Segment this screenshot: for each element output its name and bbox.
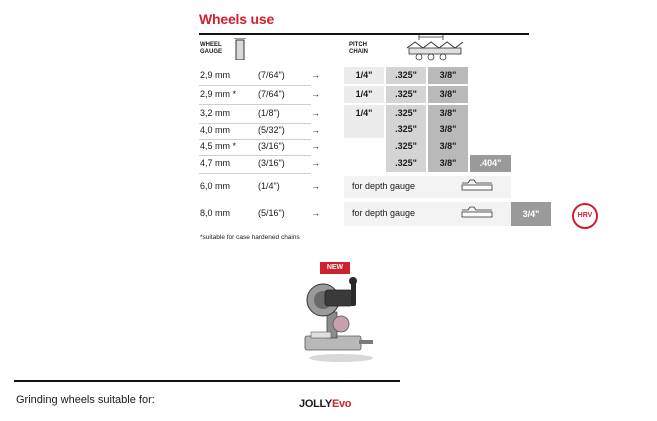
arrow-icon: → [311, 181, 320, 191]
pitch-cell: .325" [386, 121, 426, 138]
depth-gauge-label: for depth gauge [352, 181, 416, 191]
jolly-evo-brand [299, 398, 351, 410]
brand-part-jolly: JOLLY [299, 398, 332, 410]
wheel-inch: (3/16") [258, 141, 285, 151]
pitch-cell: 3/8" [428, 121, 468, 138]
wheel-mm: 6,0 mm [200, 181, 231, 191]
section-title: Wheels use [199, 11, 275, 27]
gauge-label: GAUGE [200, 49, 223, 55]
footnote: *suitable for case hardened chains [200, 234, 300, 241]
pitch-cell: 3/8" [428, 67, 468, 84]
wheel-inch: (1/4") [258, 181, 280, 191]
table-row [199, 66, 529, 85]
wheel-inch: (1/8") [258, 108, 280, 118]
brand-part-evo: Evo [331, 398, 352, 410]
grinding-wheels-label: Grinding wheels suitable for: [16, 394, 155, 406]
arrow-icon: → [311, 108, 320, 118]
wheel-inch: (7/64") [258, 89, 285, 99]
wheel-inch: (5/16") [258, 208, 285, 218]
wheel-gauge-header [200, 42, 222, 56]
pitch-cell: 1/4" [344, 105, 384, 122]
pitch-cell: .325" [386, 86, 426, 103]
wheel-mm: 2,9 mm [200, 70, 231, 80]
pitch-label: PITCH [349, 42, 367, 48]
wheel-mm: 3,2 mm [200, 108, 231, 118]
pitch-cell: 1/4" [344, 86, 384, 103]
depth-row [199, 176, 529, 198]
wheel-gauge-icon [233, 38, 247, 60]
depth-gauge-icon [461, 206, 493, 220]
wheel-mm: 2,9 mm * [200, 89, 237, 99]
arrow-icon: → [311, 70, 320, 80]
hrv-badge: HRV [572, 203, 598, 229]
wheel-mm: 4,5 mm * [200, 141, 237, 151]
wheel-inch: (7/64") [258, 70, 285, 80]
table-row [199, 154, 529, 173]
arrow-icon: → [311, 208, 320, 218]
wheel-mm: 4,0 mm [200, 125, 231, 135]
table-row [199, 85, 529, 104]
row-divider [199, 173, 311, 174]
wheel-mm: 8,0 mm [200, 208, 231, 218]
depth-gauge-icon [461, 179, 493, 193]
pitch-cell: .325" [386, 155, 426, 172]
wheel-inch: (3/16") [258, 158, 285, 168]
pitch-cell: 3/8" [428, 105, 468, 122]
chain-pitch-icon [405, 34, 465, 64]
header-rule [199, 33, 529, 35]
depth-value-cell: 3/4" [511, 202, 551, 226]
arrow-icon: → [311, 125, 320, 135]
wheel-inch: (5/32") [258, 125, 285, 135]
pitch-cell: .404" [470, 155, 511, 172]
pitch-cell: 1/4" [344, 67, 384, 84]
pitch-cell: 3/8" [428, 86, 468, 103]
depth-row [199, 202, 540, 226]
pitch-cell: 3/8" [428, 155, 468, 172]
depth-gauge-label: for depth gauge [352, 208, 416, 218]
arrow-icon: → [311, 141, 320, 151]
wheel-mm: 4,7 mm [200, 158, 231, 168]
pitch-cell [344, 121, 384, 138]
wheel-label: WHEEL [200, 42, 222, 48]
bottom-rule [14, 380, 400, 382]
pitch-cell: .325" [386, 138, 426, 155]
new-badge: NEW [320, 262, 350, 274]
arrow-icon: → [311, 89, 320, 99]
pitch-chain-header [349, 42, 368, 56]
pitch-cell: .325" [386, 105, 426, 122]
arrow-icon: → [311, 158, 320, 168]
pitch-cell: .325" [386, 67, 426, 84]
chain-label: CHAIN [349, 49, 368, 55]
jolly-evo-machine-image [297, 276, 377, 364]
pitch-cell: 3/8" [428, 138, 468, 155]
